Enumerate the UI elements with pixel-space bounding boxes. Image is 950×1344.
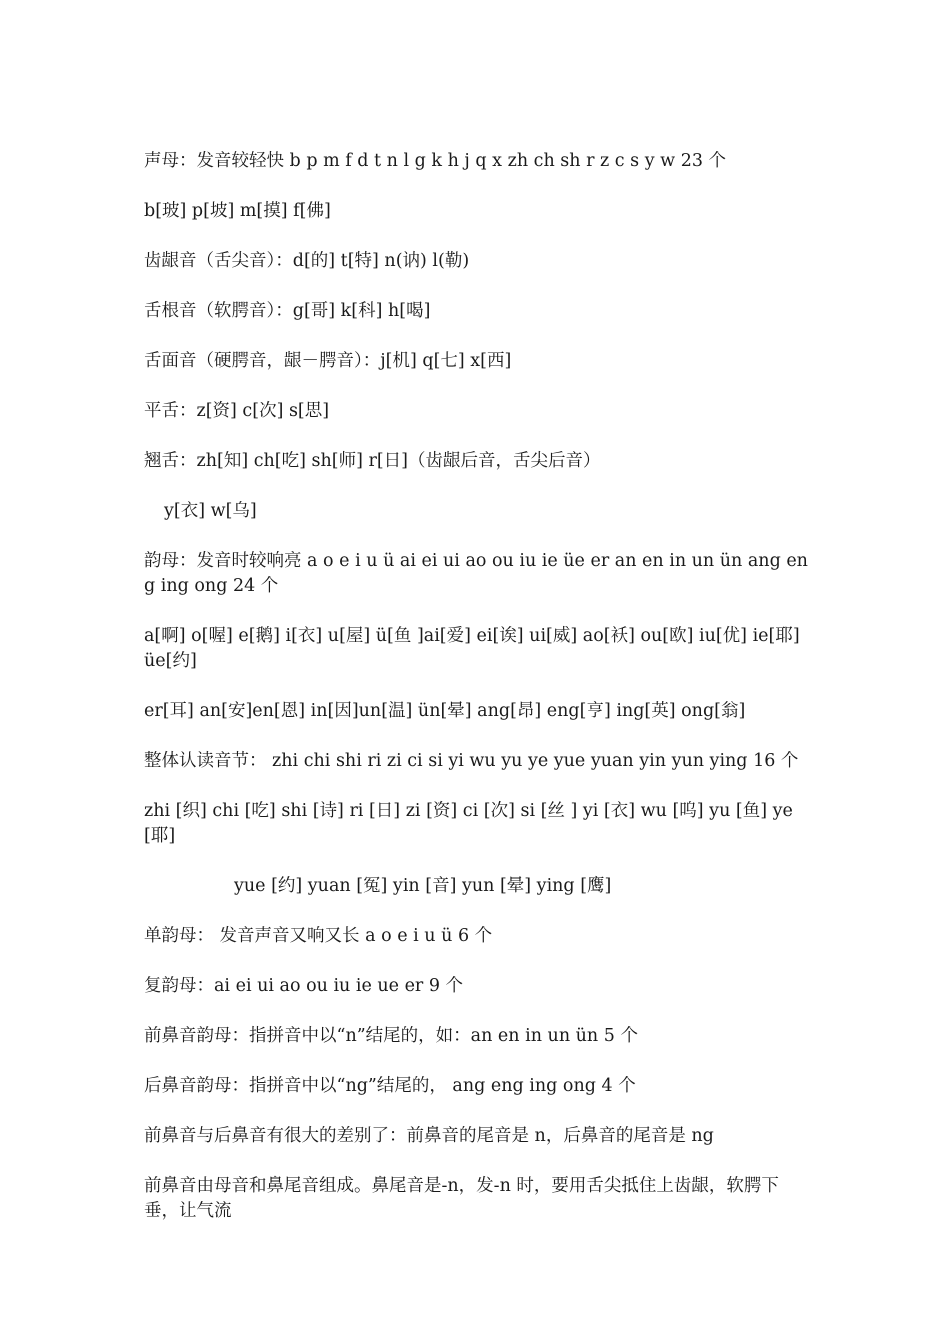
text-line-whole-syllables-examples-2: yue [约] yuan [冤] yin [音] yun [晕] ying [鹰] (234, 876, 612, 896)
text-line-retroflex: 翘舌：zh[知] ch[吃] sh[师] r[日]（齿龈后音，舌尖后音） (144, 451, 601, 471)
text-line-front-nasal-composition: 前鼻音由母音和鼻尾音组成。鼻尾音是-n，发-n 时，要用舌尖抵住上齿龈，软腭下垂，让气流 (144, 1176, 779, 1221)
text-line-labials: b[玻] p[坡] m[摸] f[佛] (144, 201, 331, 221)
text-line-velars: 舌根音（软腭音）：g[哥] k[科] h[喝] (144, 301, 431, 321)
text-line-front-nasal-finals: 前鼻音韵母：指拼音中以“n”结尾的，如：an en in un ün 5 个 (144, 1026, 638, 1046)
text-line-whole-syllables-examples: zhi [织] chi [吃] shi [诗] ri [日] zi [资] ci [次] si [丝 ] yi [衣] wu [呜] yu [鱼] ye [耶] (144, 801, 793, 846)
text-line-finals: 韵母：发音时较响亮 a o e i u ü ai ei ui ao ou iu ie üe er an en in un ün ang eng ing ong 24 个 (144, 551, 808, 596)
text-line-nasal-difference: 前鼻音与后鼻音有很大的差别了：前鼻音的尾音是 n，后鼻音的尾音是 ng (144, 1126, 714, 1146)
text-line-compound-finals: 复韵母：ai ei ui ao ou iu ie ue er 9 个 (144, 976, 464, 996)
text-line-finals-examples: a[啊] o[喔] e[鹅] i[衣] u[屋] ü[鱼 ]ai[爱] ei[诶] ui[威] ao[袄] ou[欧] iu[优] ie[耶] üe[约] (144, 626, 800, 671)
text-line-flat-tongue: 平舌：z[资] c[次] s[思] (144, 401, 330, 421)
text-line-whole-syllables: 整体认读音节： zhi chi shi ri zi ci si yi wu yu ye yue yuan yin yun ying 16 个 (144, 751, 799, 771)
text-line-nasal-finals-examples: er[耳] an[安]en[恩] in[因]un[温] ün[晕] ang[昂] eng[亨] ing[英] ong[翁] (144, 701, 746, 721)
text-line-initials: 声母：发音较轻快 b p m f d t n l g k h j q x zh ch sh r z c s y w 23 个 (144, 151, 727, 171)
text-line-semivowels: y[衣] w[乌] (164, 501, 257, 521)
text-line-back-nasal-finals: 后鼻音韵母：指拼音中以“ng”结尾的， ang eng ing ong 4 个 (144, 1076, 636, 1096)
text-line-simple-finals: 单韵母： 发音声音又响又长 a o e i u ü 6 个 (144, 926, 493, 946)
text-line-alveolars: 齿龈音（舌尖音）：d[的] t[特] n(讷) l(勒) (144, 251, 470, 271)
text-line-palatals: 舌面音（硬腭音，龈－腭音）：j[机] q[七] x[西] (144, 351, 512, 371)
